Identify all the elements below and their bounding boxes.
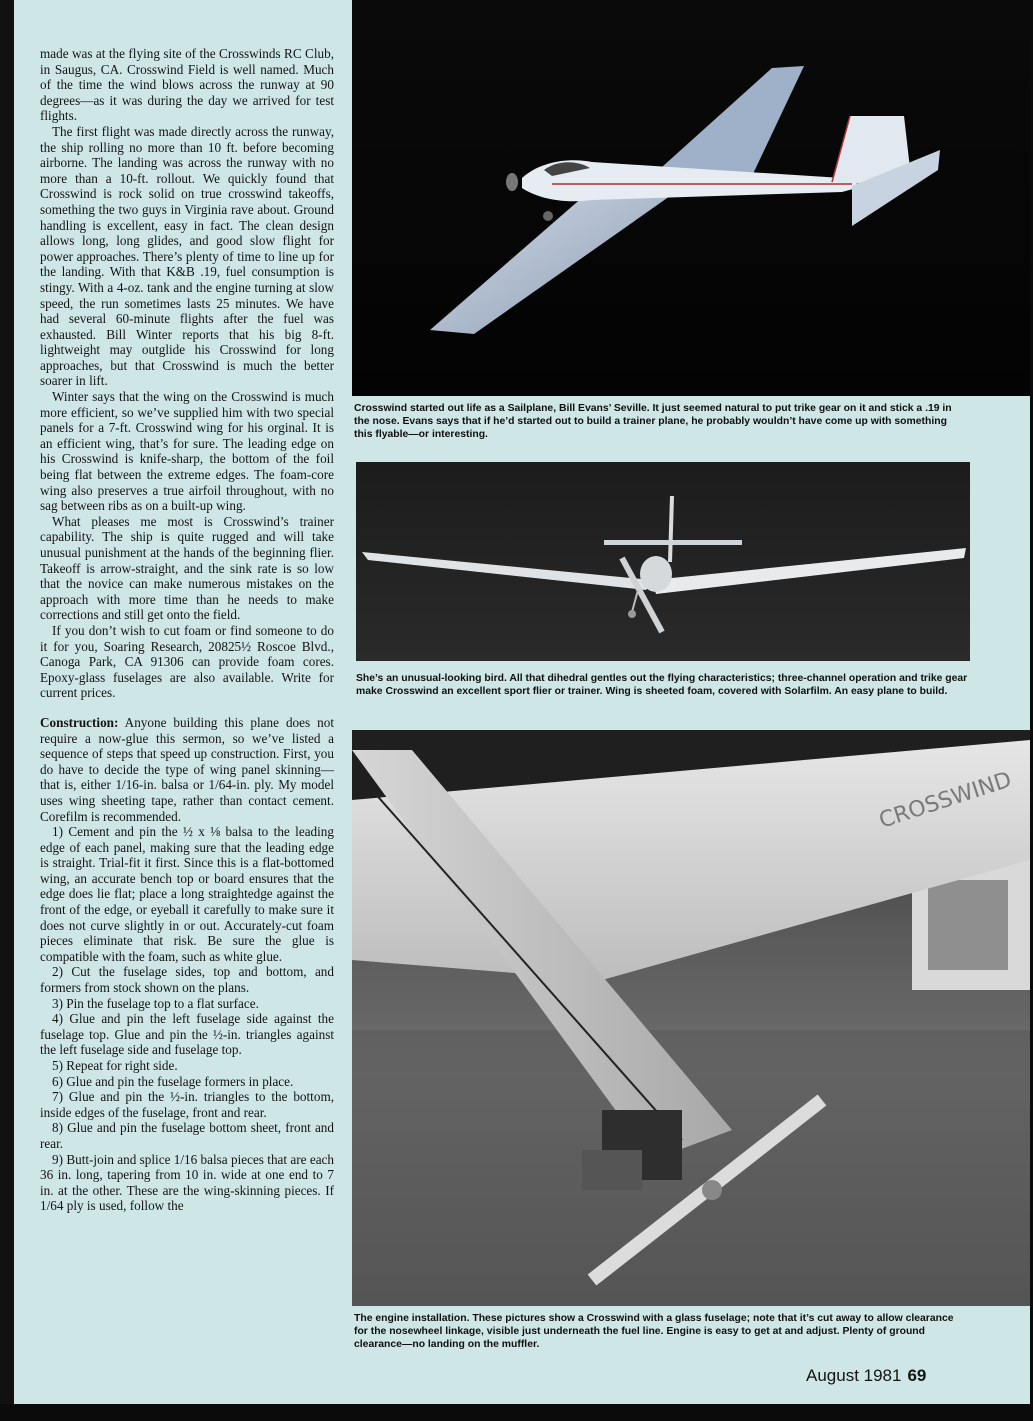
scan-left-edge (0, 0, 14, 1404)
issue-date: August 1981 (806, 1366, 902, 1385)
page-footer (806, 1366, 926, 1386)
photo-plane-in-flight-illustration (352, 0, 1030, 396)
photo-engine-installation-illustration (352, 730, 1030, 1306)
construction-paragraph (40, 715, 334, 824)
page-number: 69 (907, 1366, 927, 1385)
step-9: 9) Butt-join and splice 1/16 balsa pieces that are each 36 in. long, tapering from 10 in. wide at one end to 7 in. at the other. These are the wing-skinning pieces. If 1/64 ply is used, follow the (40, 1151, 334, 1214)
wing-lettering: CROSSWIND (876, 767, 1015, 834)
construction-intro: Anyone building this plane does not require a now-glue this sermon, so we’ve listed a sequence of steps that speed up construction. First, you do have to decide the type of wing panel skinning—that is, either 1/16-in. balsa or 1/64-in. ply. My model uses wing sheeting tape, rather than contact cement. Corefilm is recommended. (40, 714, 334, 824)
photo-plane-in-flight (352, 0, 1030, 396)
paragraph: If you don’t wish to cut foam or find someone to do it for you, Soaring Research, 20825½ Roscoe Blvd., Canoga Park, CA 91306 can provide foam cores. Epoxy-glass fuselages are also available. Write for current prices. (40, 622, 334, 701)
paragraph: The first flight was made directly across the runway, the ship rolling no more than 10 ft. before becoming airborne. The landing was across the runway with no more than a 10-ft. rollout. We quickly found that Crosswind is rock solid on true crosswind takeoffs, something the two guys in Virginia rave about. Ground handling is excellent, easy in fact. The clean design allows long, long glides, and good slow flight for power approaches. There’s plenty of time to line up for the landing. With that K&B .19, fuel consumption is stingy. With a 4-oz. tank and the engine turning at slow speed, the run sometimes lasts 25 minutes. We have had several 60-minute flights after the fuel was exhausted. Bill Winter reports that his big 8-ft. lightweight may outglide his Crosswind for long approaches, but that Crosswind is much the better soarer in lift. (40, 123, 334, 389)
photo-caption: She’s an unusual-looking bird. All that dihedral gentles out the flying characteristics; three-channel operation and trike gear make Crosswind an excellent sport flier or trainer. Wing is sheeted foam, covered with Solarfilm. An easy plane to build. (356, 673, 968, 698)
step-5: 5) Repeat for right side. (52, 1058, 178, 1073)
paragraph: What pleases me most is Crosswind’s trainer capability. The ship is quite rugged and will take unusual punishment at the hands of the beginning flier. Takeoff is arrow-straight, and the sink rate is so low that the novice can make numerous mistakes on the approach with more time than he needs to make corrections and still get onto the field. (40, 513, 334, 623)
photo-caption: The engine installation. These pictures show a Crosswind with a glass fuselage; note that it’s cut away to allow clearance for the nosewheel linkage, visible just underneath the fuel line. Engine is easy to get at and adjust. Plenty of ground clearance—no landing on the muffler. (354, 1313, 954, 1351)
step-6: 6) Glue and pin the fuselage formers in place. (52, 1073, 294, 1089)
step-3: 3) Pin the fuselage top to a flat surface. (52, 995, 259, 1011)
construction-heading: Construction: (40, 714, 119, 730)
step-2: 2) Cut the fuselage sides, top and bottom, and formers from stock shown on the plans. (40, 964, 334, 996)
article-text-column (40, 46, 334, 1214)
step-7: 7) Glue and pin the ½-in. triangles to the bottom, inside edges of the fuselage, front and rear. (40, 1089, 334, 1120)
photo-caption: Crosswind started out life as a Sailplane, Bill Evans’ Seville. It just seemed natural to put trike gear on it and stick a .19 in the nose. Evans says that if he’d started out to build a trainer plane, he probably wouldn’t have come up with something this flyable—or interesting. (354, 403, 952, 441)
paragraph: Winter says that the wing on the Crosswind is much more efficient, so we’ve supplied him with two special panels for a 7-ft. Crosswind wing for his orginal. It is an efficient wing, that’s for sure. The leading edge on his Crosswind is knife-sharp, the bottom of the foil being flat between the extreme edges. The foam-core wing also preserves a true airfoil throughout, with no sag between ribs as on a built-up wing. (40, 389, 334, 514)
photo-engine-installation (352, 730, 1030, 1306)
step-1: 1) Cement and pin the ½ x ⅛ balsa to the leading edge of each panel, making sure that the leading edge is straight. Trial-fit it first. Since this is a flat-bottomed wing, an accurate bench top or board ensures that the edge does lie flat; place a long straightedge against the front of the edge, or eyeball it carefully to make sure it does not curve slightly in or out. Accurately-cut foam pieces eliminate that risk. Be sure the glue is compatible with the foam, such as white glue. (40, 824, 334, 964)
photo-plane-front-view (356, 462, 970, 661)
paragraph: made was at the flying site of the Crosswinds RC Club, in Saugus, CA. Crosswind Field is well named. Much of the time the wind blows across the runway at 90 degrees—as it was during the day we arrived for test flights. (40, 46, 334, 124)
step-8: 8) Glue and pin the fuselage bottom sheet, front and rear. (40, 1120, 334, 1151)
step-4: 4) Glue and pin the left fuselage side against the fuselage top. Glue and pin the ½-in. triangles against the left fuselage side and fuselage top. (40, 1011, 334, 1058)
photo-plane-front-view-illustration (356, 462, 970, 661)
